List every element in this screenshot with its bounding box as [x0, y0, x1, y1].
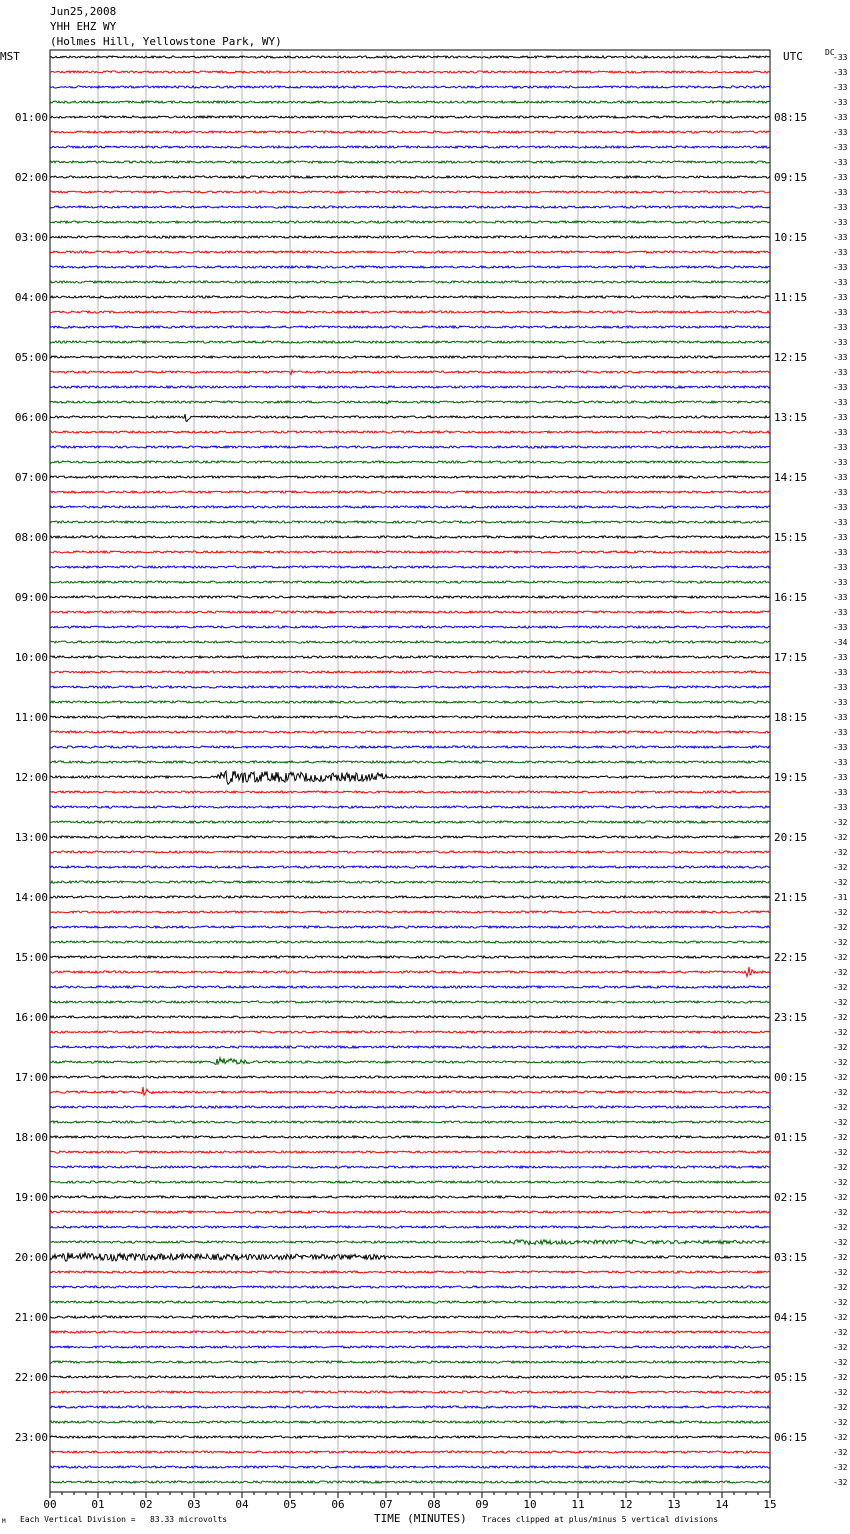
trace-line — [50, 116, 770, 118]
trace-line — [50, 851, 770, 853]
trace-line — [50, 1211, 770, 1213]
dc-offset-label: -33 — [833, 563, 848, 572]
trace-line — [50, 1240, 770, 1245]
mst-hour-label: 22:00 — [14, 1371, 48, 1384]
trace-line — [50, 926, 770, 928]
mst-hour-label: 16:00 — [14, 1011, 48, 1024]
trace-line — [50, 536, 770, 538]
x-tick-label: 03 — [187, 1498, 201, 1511]
dc-offset-label: -33 — [833, 278, 848, 287]
dc-offset-label: -33 — [833, 323, 848, 332]
dc-offset-label: -32 — [833, 1433, 848, 1442]
mst-hour-label: 06:00 — [14, 411, 48, 424]
dc-offset-label: -32 — [833, 908, 848, 917]
dc-offset-label: -32 — [833, 1223, 848, 1232]
trace-line — [50, 1136, 770, 1138]
dc-offset-label: -33 — [833, 428, 848, 437]
x-tick-label: 07 — [379, 1498, 393, 1511]
trace-line — [50, 967, 770, 977]
dc-offset-label: -33 — [833, 203, 848, 212]
dc-offset-label: -32 — [833, 848, 848, 857]
utc-hour-label: 16:15 — [774, 591, 808, 604]
trace-line — [50, 551, 770, 553]
x-tick-label: 15 — [763, 1498, 777, 1511]
x-tick-label: 05 — [283, 1498, 297, 1511]
trace-line — [50, 236, 770, 238]
mst-hour-label: 11:00 — [14, 711, 48, 724]
trace-line — [50, 1271, 770, 1273]
trace-line — [50, 941, 770, 943]
utc-hour-label: 05:15 — [774, 1371, 808, 1384]
dc-offset-label: -33 — [833, 593, 848, 602]
x-tick-label: 14 — [715, 1498, 729, 1511]
dc-offset-label: -33 — [833, 263, 848, 272]
mst-hour-label: 15:00 — [14, 951, 48, 964]
dc-offset-label: -32 — [833, 1313, 848, 1322]
utc-hour-label: 14:15 — [774, 471, 808, 484]
mst-hour-label: 12:00 — [14, 771, 48, 784]
dc-offset-label: -32 — [833, 923, 848, 932]
mst-hour-label: 09:00 — [14, 591, 48, 604]
dc-offset-label: -33 — [833, 368, 848, 377]
dc-offset-label: -33 — [833, 623, 848, 632]
trace-line — [50, 251, 770, 253]
trace-line — [50, 626, 770, 628]
trace-line — [50, 1406, 770, 1408]
mst-hour-label: 02:00 — [14, 171, 48, 184]
header-station: YHH EHZ WY — [50, 20, 117, 33]
dc-offset-label: -33 — [833, 608, 848, 617]
dc-offset-label: -33 — [833, 233, 848, 242]
dc-offset-label: -33 — [833, 683, 848, 692]
dc-offset-label: -32 — [833, 1283, 848, 1292]
x-tick-label: 10 — [523, 1498, 537, 1511]
x-axis-title: TIME (MINUTES) — [374, 1512, 467, 1525]
trace-line — [50, 1166, 770, 1168]
trace-line — [50, 1466, 770, 1468]
trace-line — [50, 686, 770, 688]
trace-line — [50, 191, 770, 193]
trace-line — [50, 446, 770, 448]
utc-hour-label: 11:15 — [774, 291, 808, 304]
utc-hour-label: 09:15 — [774, 171, 808, 184]
trace-line — [50, 341, 770, 343]
dc-offset-label: -33 — [833, 158, 848, 167]
dc-offset-label: -32 — [833, 863, 848, 872]
corner-mark: M — [2, 1518, 6, 1525]
trace-line — [50, 746, 770, 748]
trace-line — [50, 1058, 770, 1065]
trace-line — [50, 701, 770, 703]
trace-line — [50, 1286, 770, 1288]
x-tick-label: 04 — [235, 1498, 249, 1511]
trace-line — [50, 1421, 770, 1423]
trace-line — [50, 821, 770, 823]
dc-offset-label: -32 — [833, 1148, 848, 1157]
dc-offset-label: -32 — [833, 983, 848, 992]
trace-line — [50, 1361, 770, 1363]
x-tick-label: 02 — [139, 1498, 153, 1511]
trace-line — [50, 431, 770, 433]
mst-hour-label: 18:00 — [14, 1131, 48, 1144]
trace-line — [50, 281, 770, 283]
dc-offset-label: -33 — [833, 443, 848, 452]
dc-offset-label: -32 — [833, 1238, 848, 1247]
trace-line — [50, 370, 770, 374]
dc-offset-label: -32 — [833, 1343, 848, 1352]
dc-offset-label: -33 — [833, 218, 848, 227]
dc-offset-label: -33 — [833, 113, 848, 122]
dc-offset-label: -32 — [833, 1418, 848, 1427]
dc-offset-label: -33 — [833, 68, 848, 77]
dc-offset-label: -33 — [833, 98, 848, 107]
trace-line — [50, 296, 770, 298]
trace-line — [50, 1253, 770, 1262]
utc-hour-label: 00:15 — [774, 1071, 808, 1084]
left-axis-label: MST — [0, 50, 20, 63]
x-tick-label: 01 — [91, 1498, 105, 1511]
dc-offset-label: -33 — [833, 803, 848, 812]
dc-offset-label: -33 — [833, 338, 848, 347]
dc-offset-label: -32 — [833, 968, 848, 977]
dc-offset-label: -33 — [833, 473, 848, 482]
mst-hour-label: 07:00 — [14, 471, 48, 484]
trace-line — [50, 581, 770, 583]
dc-offset-label: -32 — [833, 878, 848, 887]
trace-line — [50, 731, 770, 733]
dc-offset-label: -32 — [833, 1013, 848, 1022]
mst-hour-label: 10:00 — [14, 651, 48, 664]
trace-line — [50, 1226, 770, 1228]
dc-offset-label: -32 — [833, 1193, 848, 1202]
trace-line — [50, 221, 770, 223]
trace-line — [50, 1046, 770, 1048]
dc-offset-label: -32 — [833, 1403, 848, 1412]
mst-hour-label: 04:00 — [14, 291, 48, 304]
dc-offset-label: -32 — [833, 1178, 848, 1187]
dc-offset-label: -33 — [833, 758, 848, 767]
mst-hour-label: 13:00 — [14, 831, 48, 844]
utc-hour-label: 19:15 — [774, 771, 808, 784]
dc-offset-label: -32 — [833, 1328, 848, 1337]
dc-offset-label: -33 — [833, 533, 848, 542]
trace-line — [50, 986, 770, 988]
trace-line — [50, 1481, 770, 1483]
trace-line — [50, 881, 770, 883]
trace-line — [50, 1451, 770, 1453]
trace-line — [50, 641, 770, 643]
dc-offset-label: -33 — [833, 548, 848, 557]
trace-line — [50, 1076, 770, 1078]
mst-hour-label: 05:00 — [14, 351, 48, 364]
trace-line — [50, 86, 770, 88]
dc-offset-label: -33 — [833, 83, 848, 92]
utc-hour-label: 17:15 — [774, 651, 808, 664]
trace-line — [50, 176, 770, 178]
x-tick-label: 13 — [667, 1498, 681, 1511]
header-location: (Holmes Hill, Yellowstone Park, WY) — [50, 35, 282, 48]
dc-offset-label: -33 — [833, 143, 848, 152]
utc-hour-label: 10:15 — [774, 231, 808, 244]
dc-offset-label: -33 — [833, 788, 848, 797]
dc-offset-label: -32 — [833, 1088, 848, 1097]
trace-line — [50, 956, 770, 958]
dc-offset-label: -32 — [833, 1388, 848, 1397]
dc-offset-label: -33 — [833, 413, 848, 422]
right-axis-label: UTC — [783, 50, 803, 63]
dc-offset-label: -33 — [833, 743, 848, 752]
trace-line — [50, 836, 770, 838]
mst-hour-label: 20:00 — [14, 1251, 48, 1264]
dc-offset-label: -33 — [833, 518, 848, 527]
trace-line — [50, 56, 770, 58]
dc-offset-label: -32 — [833, 998, 848, 1007]
dc-offset-label: -33 — [833, 503, 848, 512]
utc-hour-label: 15:15 — [774, 531, 808, 544]
dc-offset-label: -34 — [833, 638, 848, 647]
dc-offset-label: -32 — [833, 818, 848, 827]
utc-hour-label: 13:15 — [774, 411, 808, 424]
trace-line — [50, 1001, 770, 1003]
trace-line — [50, 356, 770, 358]
dc-offset-label: -32 — [833, 833, 848, 842]
utc-hour-label: 20:15 — [774, 831, 808, 844]
trace-line — [50, 506, 770, 508]
trace-line — [50, 146, 770, 148]
dc-offset-label: -33 — [833, 458, 848, 467]
trace-line — [50, 101, 770, 103]
dc-offset-label: -32 — [833, 1463, 848, 1472]
dc-offset-label: -33 — [833, 353, 848, 362]
trace-line — [50, 611, 770, 613]
dc-offset-label: -32 — [833, 1058, 848, 1067]
trace-line — [50, 414, 770, 421]
mst-hour-label: 01:00 — [14, 111, 48, 124]
trace-line — [50, 1031, 770, 1033]
trace-line — [50, 1121, 770, 1123]
dc-offset-label: -33 — [833, 773, 848, 782]
trace-line — [50, 896, 770, 898]
utc-hour-label: 06:15 — [774, 1431, 808, 1444]
dc-offset-label: -33 — [833, 488, 848, 497]
dc-offset-label: -33 — [833, 383, 848, 392]
utc-hour-label: 04:15 — [774, 1311, 808, 1324]
x-tick-label: 11 — [571, 1498, 585, 1511]
trace-line — [50, 596, 770, 598]
dc-offset-label: -33 — [833, 698, 848, 707]
utc-hour-label: 02:15 — [774, 1191, 808, 1204]
trace-line — [50, 1196, 770, 1198]
trace-line — [50, 206, 770, 208]
trace-line — [50, 716, 770, 718]
dc-offset-label: -32 — [833, 1103, 848, 1112]
trace-line — [50, 806, 770, 808]
mst-hour-label: 19:00 — [14, 1191, 48, 1204]
trace-line — [50, 521, 770, 523]
trace-line — [50, 791, 770, 793]
trace-line — [50, 476, 770, 478]
dc-offset-label: -33 — [833, 248, 848, 257]
trace-line — [50, 1346, 770, 1348]
dc-offset-label: -32 — [833, 1298, 848, 1307]
trace-line — [50, 1331, 770, 1333]
trace-line — [50, 71, 770, 73]
dc-offset-label: -32 — [833, 953, 848, 962]
dc-offset-label: -33 — [833, 728, 848, 737]
clip-note: Traces clipped at plus/minus 5 vertical divisions — [482, 1515, 719, 1524]
trace-line — [50, 326, 770, 328]
trace-line — [50, 1087, 770, 1095]
dc-offset-label: -33 — [833, 713, 848, 722]
dc-offset-label: -33 — [833, 173, 848, 182]
trace-line — [50, 266, 770, 268]
utc-hour-label: 03:15 — [774, 1251, 808, 1264]
dc-offset-label: -33 — [833, 578, 848, 587]
trace-line — [50, 1391, 770, 1393]
trace-line — [50, 491, 770, 493]
x-tick-label: 12 — [619, 1498, 633, 1511]
trace-line — [50, 1301, 770, 1303]
mst-hour-label: 14:00 — [14, 891, 48, 904]
dc-offset-label: -32 — [833, 1358, 848, 1367]
dc-offset-label: -33 — [833, 308, 848, 317]
dc-offset-label: -33 — [833, 188, 848, 197]
dc-offset-label: -32 — [833, 1448, 848, 1457]
dc-offset-label: -32 — [833, 1133, 848, 1142]
dc-offset-label: -32 — [833, 1043, 848, 1052]
scale-note: Each Vertical Division = 83.33 microvolts — [20, 1515, 228, 1524]
trace-line — [50, 911, 770, 913]
trace-line — [50, 161, 770, 163]
mst-hour-label: 03:00 — [14, 231, 48, 244]
trace-line — [50, 1151, 770, 1153]
utc-hour-label: 23:15 — [774, 1011, 808, 1024]
utc-hour-label: 21:15 — [774, 891, 808, 904]
dc-offset-label: -32 — [833, 1028, 848, 1037]
dc-offset-label: -32 — [833, 1073, 848, 1082]
dc-offset-label: -32 — [833, 1478, 848, 1487]
mst-hour-label: 08:00 — [14, 531, 48, 544]
dc-offset-label: -32 — [833, 1118, 848, 1127]
trace-line — [50, 771, 770, 784]
trace-line — [50, 671, 770, 673]
trace-line — [50, 1106, 770, 1108]
dc-offset-label: -32 — [833, 938, 848, 947]
trace-line — [50, 1436, 770, 1438]
utc-hour-label: 01:15 — [774, 1131, 808, 1144]
trace-line — [50, 761, 770, 763]
trace-line — [50, 1316, 770, 1318]
utc-hour-label: 08:15 — [774, 111, 808, 124]
utc-hour-label: 12:15 — [774, 351, 808, 364]
dc-offset-label: -33 — [833, 128, 848, 137]
x-tick-label: 09 — [475, 1498, 489, 1511]
dc-label: DC — [825, 48, 835, 57]
dc-offset-label: -32 — [833, 1208, 848, 1217]
header-date: Jun25,2008 — [50, 5, 117, 18]
trace-line — [50, 1181, 770, 1183]
mst-hour-label: 23:00 — [14, 1431, 48, 1444]
trace-line — [50, 866, 770, 868]
dc-offset-label: -33 — [833, 293, 848, 302]
trace-line — [50, 131, 770, 133]
trace-line — [50, 656, 770, 658]
dc-offset-label: -33 — [833, 398, 848, 407]
dc-offset-label: -32 — [833, 1163, 848, 1172]
trace-line — [50, 401, 770, 404]
dc-offset-label: -31 — [833, 893, 848, 902]
trace-line — [50, 386, 770, 388]
x-tick-label: 06 — [331, 1498, 345, 1511]
x-tick-label: 00 — [43, 1498, 57, 1511]
trace-line — [50, 1016, 770, 1018]
dc-offset-label: -32 — [833, 1373, 848, 1382]
trace-line — [50, 566, 770, 568]
dc-offset-label: -33 — [833, 668, 848, 677]
trace-line — [50, 461, 770, 463]
dc-offset-label: -32 — [833, 1268, 848, 1277]
mst-hour-label: 17:00 — [14, 1071, 48, 1084]
utc-hour-label: 22:15 — [774, 951, 808, 964]
dc-offset-label: -32 — [833, 1253, 848, 1262]
utc-hour-label: 18:15 — [774, 711, 808, 724]
dc-offset-label: -33 — [833, 653, 848, 662]
x-tick-label: 08 — [427, 1498, 441, 1511]
trace-line — [50, 1376, 770, 1378]
dc-offset-label: -33 — [833, 53, 848, 62]
mst-hour-label: 21:00 — [14, 1311, 48, 1324]
trace-line — [50, 311, 770, 313]
